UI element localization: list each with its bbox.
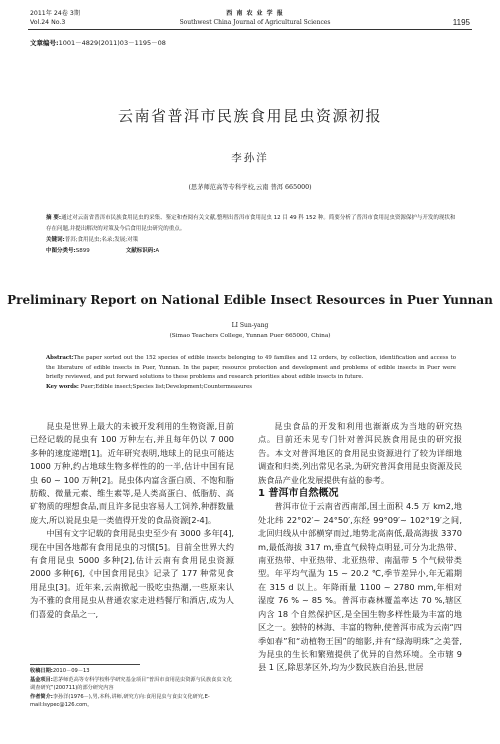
body-column-left: [30, 420, 234, 621]
author-bio-text: 李孙洋(1976－),男,本科,讲师,研究方向:食用昆虫与食虫文化研究,E-mail:lsypec@126.com。: [30, 693, 210, 709]
paper-title-en: Preliminary Report on National Edible Insect Resources in Puer Yunnan: [7, 293, 493, 307]
journal-volume-info: [30, 10, 80, 27]
volume-line-cn: 2011年 24卷 3期: [30, 10, 81, 17]
abstract-label-en: Abstract:: [46, 355, 74, 361]
article-number: [30, 38, 166, 47]
footnote-rule: [30, 664, 140, 665]
classification-cn: [46, 246, 456, 257]
body-paragraph: 中国有文字记载的食用昆虫史至少有 3000 多年[4],现在中国各地都有食用昆虫的习惯[5]。目前全世界大约有食用昆虫 5000 多种[2],估计云南有食用昆虫资源 2000 多种[6],《中国食用昆虫》记录了 177 种常见食用昆虫[3]。近年来,云南掀起一股吃虫热潮,一些原来认为不雅的食用昆虫从普通农家走进档餐厅和酒店,成为人们喜爱的食品之一,: [30, 528, 235, 619]
keywords-cn: [46, 235, 456, 246]
keywords-en: [46, 383, 456, 393]
footnote-fund: [30, 676, 235, 693]
volume-line-en: Vol.24 No.3: [30, 18, 66, 26]
keywords-text-cn: 普洱;食用昆虫;名录;发展;对策: [64, 237, 139, 243]
affiliation-cn: (思茅师范高等专科学校,云南 普洱 665000): [188, 184, 312, 191]
doc-code-label: 文献标识码:: [125, 248, 156, 254]
journal-name: [150, 10, 360, 27]
abstract-en: [46, 354, 456, 383]
clc-label: 中图分类号:: [46, 248, 76, 254]
abstract-block-cn: [46, 213, 456, 257]
abstract-block-en: [46, 354, 456, 392]
footnote-received: [30, 667, 235, 676]
clc-value: S899: [75, 248, 90, 254]
footnote-author: [30, 693, 235, 710]
journal-name-cn: 西 南 农 业 学 报: [226, 10, 284, 17]
fund-text: 思茅师范高等专科学校科学研究基金项目“普洱市食用昆虫资源与民族食虫文化调查研究”(200711)的部分研究内容: [30, 676, 232, 692]
page-number: 1195: [452, 18, 470, 27]
abstract-cn: [46, 213, 456, 235]
abstract-text-cn: 通过对云南省普洱市民族食用昆虫的采集、鉴定和查阅有关文献,整理出普洱市食用昆虫 12 目 49 科 152 种。简要分析了普洱市食用昆虫资源保护与开发的现状和存在问题,并提出解决的对策及今后食用昆虫研究的重点。: [46, 215, 456, 232]
body-paragraph: 昆虫食品的开发和利用也渐渐成为当地的研究热点。目前还未见专门针对普洱民族食用昆虫的研究报告。本文对普洱地区的食用昆虫资源进行了较为详细地调查和归类,列出常见名录,为研究普洱食用昆虫资源及民族食品产业化发展提供有益的参考。: [258, 421, 462, 485]
received-label: 收稿日期:: [30, 668, 53, 674]
author-name-en: LI Sun-yang: [231, 322, 269, 329]
author-name-cn: 李孙洋: [231, 152, 269, 164]
article-number-value: 1001－4829(2011)03－1195－08: [58, 39, 166, 47]
footnote-block: [30, 667, 235, 710]
paper-title-cn: 云南省普洱市民族食用昆虫资源初报: [117, 107, 382, 125]
abstract-text-en: The paper sorted out the 152 species of edible insects belonging to 49 families and 12 orders, by collection, identification and access to the literature of edible insects in Puer, Yunnan. In the paper, resource protection and development and problems of edible insects in Puer were briefly reviewed, and put forward solutions to these problems and research priorities about edible insects in future.: [46, 355, 456, 381]
received-date: 2010－09－13: [52, 668, 90, 674]
body-column-right: [258, 420, 462, 675]
author-bio-label: 作者简介:: [30, 693, 53, 700]
section-heading: 1 普洱市自然概况: [258, 488, 339, 500]
doc-code-value: A: [155, 248, 160, 254]
keywords-label-cn: 关键词:: [46, 237, 65, 243]
journal-name-en: Southwest China Journal of Agricultural Sciences: [179, 18, 331, 26]
fund-label: 基金项目:: [30, 676, 53, 683]
article-number-label: 文章编号:: [30, 39, 59, 47]
header-rule: [28, 29, 472, 30]
abstract-label-cn: 摘 要:: [46, 215, 62, 221]
keywords-text-en: Puer;Edible insect;Species list;Development;Countermeasures: [80, 383, 253, 390]
body-paragraph: 昆虫是世界上最大的未被开发利用的生物资源,目前已经记载的昆虫有 100 万种左右,并且每年仍以 7 000 多种的速度递增[1]。近年研究表明,地球上的昆虫可能达 1000 万种,约占地球生物多样性的的一半,估计中国有昆虫 60 ~ 100 万种[2]。昆虫体内富含蛋白质、不饱和脂肪酸、微量元素、维生素等,是人类高蛋白、低脂肪、高矿物质的理想食品,而且许多昆虫容易人工饲养,种群数量庞大,所以说昆虫是一类值得开发的食品资源[2-4]。: [30, 421, 234, 525]
body-paragraph: 普洱市位于云南省西南部,国土面积 4.5 万 km2,地处北纬 22°02′~ 24°50′,东经 99°09′~ 102°19′之间,北回归线从中部横穿而过,地势北高南低,最高海拔 3370 m,最低海拔 317 m,垂直气候特点明显,可分为北热带、南亚热带、中亚热带、北亚热带、南温带 5 个气候带类型。年平均气温为 15 ~ 20.2 ℃,季节差异小,年无霜期在 315 d 以上。年降雨量 1100 ~ 2780 mm,年相对湿度 76 % ~ 85 %。普洱市森林覆盖率达 70 %,辖区内含 18 个自然保护区,是全国生物多样性最为丰富的地区之一。独特的林海、丰富的物种,使普洱市成为云南“四季如春”和“动植物王国”的缩影,并有“绿海明珠”之美誉,为昆虫的生长和繁殖提供了优异的自然环境。全市辖 9 县 1 区,除思茅区外,均为少数民族自治县,世居: [258, 501, 462, 673]
affiliation-en: (Simao Teachers College, Yunnan Puer 665000, China): [169, 333, 331, 339]
keywords-label-en: Key words:: [46, 383, 79, 390]
